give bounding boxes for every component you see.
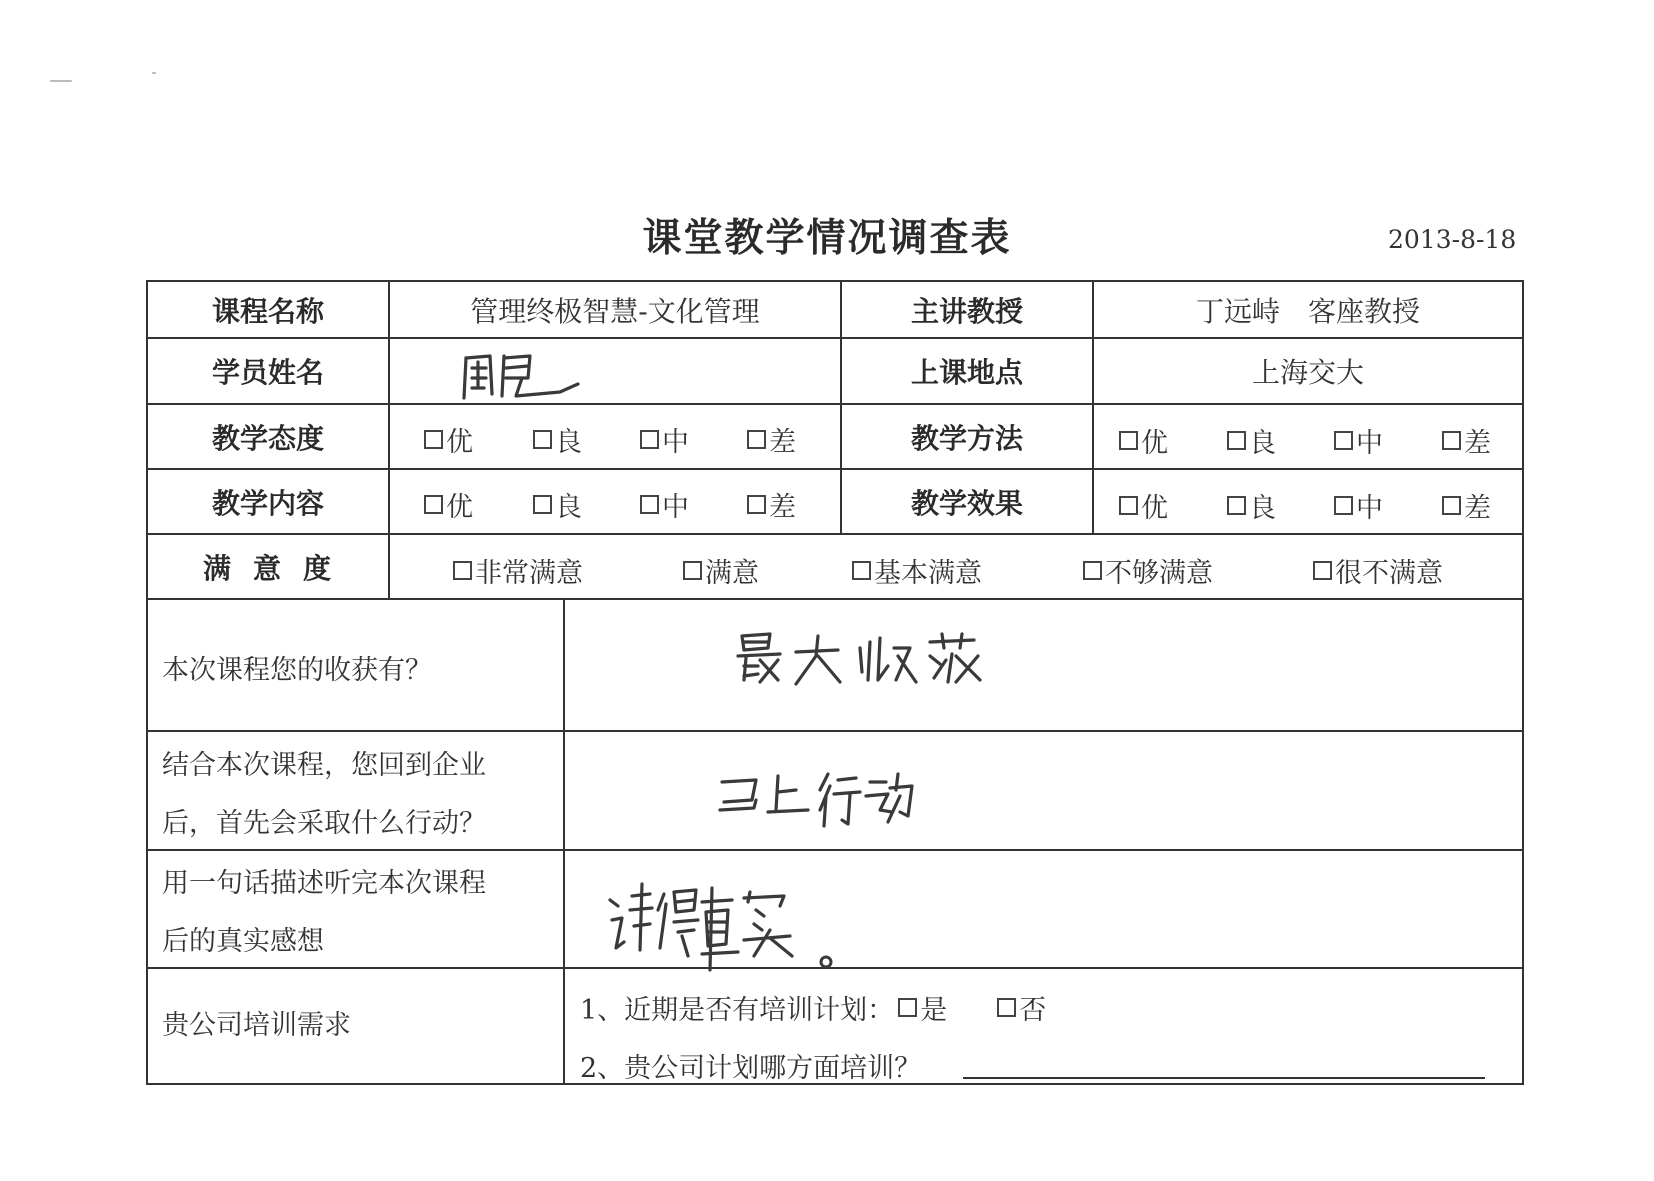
- location-value: 上海交大: [1251, 356, 1364, 389]
- checkbox-icon[interactable]: [852, 561, 871, 580]
- checkbox-icon[interactable]: [1334, 496, 1353, 515]
- training-area-input-line[interactable]: [963, 1077, 1485, 1079]
- action-answer-handwriting[interactable]: [716, 766, 916, 830]
- row-divider: [146, 598, 1524, 600]
- checkbox-icon[interactable]: [640, 430, 659, 449]
- form-date: 2013-8-18: [1388, 225, 1517, 254]
- satisfaction-option-very-unsatisfied[interactable]: 很不满意: [1313, 551, 1443, 590]
- question-action-line1: 结合本次课程，您回到企业: [162, 750, 486, 781]
- teaching-attitude-label: 教学态度: [211, 421, 324, 455]
- effect-option-good[interactable]: 良: [1227, 486, 1276, 525]
- feeling-answer-handwriting[interactable]: [604, 874, 844, 974]
- course-name-value: 管理终极智慧-文化管理: [470, 294, 760, 328]
- method-option-average[interactable]: 中: [1334, 421, 1383, 460]
- checkbox-icon[interactable]: [533, 430, 552, 449]
- checkbox-icon[interactable]: [898, 998, 917, 1017]
- gain-answer-handwriting[interactable]: [734, 630, 994, 690]
- checkbox-icon[interactable]: [1119, 496, 1138, 515]
- checkbox-icon[interactable]: [1442, 431, 1461, 450]
- satisfaction-label: 满意度: [202, 551, 353, 585]
- student-name-label: 学员姓名: [211, 356, 324, 389]
- checkbox-icon[interactable]: [1313, 561, 1332, 580]
- teaching-method-label: 教学方法: [910, 421, 1023, 455]
- row-divider: [146, 730, 1524, 732]
- method-option-good[interactable]: 良: [1227, 421, 1276, 460]
- scan-speck: [50, 80, 72, 82]
- training-needs-label: 贵公司培训需求: [162, 1010, 351, 1041]
- checkbox-icon[interactable]: [683, 561, 702, 580]
- checkbox-icon[interactable]: [424, 430, 443, 449]
- form-title: 课堂教学情况调查表: [642, 216, 1012, 261]
- checkbox-icon[interactable]: [747, 495, 766, 514]
- satisfaction-option-basically-satisfied[interactable]: 基本满意: [852, 551, 982, 590]
- attitude-option-excellent[interactable]: 优: [424, 420, 473, 459]
- content-option-excellent[interactable]: 优: [424, 485, 473, 524]
- checkbox-icon[interactable]: [747, 430, 766, 449]
- question-gain: 本次课程您的收获有？: [162, 655, 432, 686]
- checkbox-icon[interactable]: [1442, 496, 1461, 515]
- checkbox-icon[interactable]: [453, 561, 472, 580]
- content-option-poor[interactable]: 差: [747, 485, 796, 524]
- satisfaction-option-satisfied[interactable]: 满意: [683, 551, 759, 590]
- training-plan-question: 1、近期是否有培训计划： 是 否: [580, 988, 1046, 1027]
- content-option-good[interactable]: 良: [533, 485, 582, 524]
- training-no-label: 否: [1019, 995, 1047, 1026]
- attitude-option-average[interactable]: 中: [640, 420, 689, 459]
- checkbox-icon[interactable]: [1119, 431, 1138, 450]
- attitude-option-good[interactable]: 良: [533, 420, 582, 459]
- checkbox-icon[interactable]: [424, 495, 443, 514]
- training-area-question: 2、贵公司计划哪方面培训？: [580, 1053, 922, 1084]
- checkbox-icon[interactable]: [1227, 431, 1246, 450]
- effect-option-excellent[interactable]: 优: [1119, 486, 1168, 525]
- question-feeling-line2: 后的真实感想: [162, 926, 324, 957]
- method-option-excellent[interactable]: 优: [1119, 421, 1168, 460]
- question-feeling-line1: 用一句话描述听完本次课程: [162, 868, 486, 899]
- checkbox-icon[interactable]: [1083, 561, 1102, 580]
- checkbox-icon[interactable]: [997, 998, 1016, 1017]
- col-divider: [563, 598, 565, 1085]
- teaching-content-label: 教学内容: [211, 486, 324, 520]
- attitude-option-poor[interactable]: 差: [747, 420, 796, 459]
- professor-label: 主讲教授: [910, 294, 1023, 328]
- question-action-line2: 后，首先会采取什么行动？: [162, 808, 486, 839]
- checkbox-icon[interactable]: [533, 495, 552, 514]
- effect-option-poor[interactable]: 差: [1442, 486, 1491, 525]
- content-option-average[interactable]: 中: [640, 485, 689, 524]
- satisfaction-option-not-satisfied-enough[interactable]: 不够满意: [1083, 551, 1213, 590]
- student-name-handwriting: [460, 348, 580, 408]
- location-label: 上课地点: [910, 356, 1023, 389]
- checkbox-icon[interactable]: [1227, 496, 1246, 515]
- checkbox-icon[interactable]: [640, 495, 659, 514]
- satisfaction-option-very-satisfied[interactable]: 非常满意: [453, 551, 583, 590]
- checkbox-icon[interactable]: [1334, 431, 1353, 450]
- method-option-poor[interactable]: 差: [1442, 421, 1491, 460]
- course-name-label: 课程名称: [211, 294, 324, 328]
- scan-speck: [152, 72, 156, 74]
- teaching-effect-label: 教学效果: [910, 486, 1023, 520]
- effect-option-average[interactable]: 中: [1334, 486, 1383, 525]
- professor-value: 丁远峙 客座教授: [1195, 294, 1420, 328]
- training-yes-label: 是: [920, 995, 948, 1026]
